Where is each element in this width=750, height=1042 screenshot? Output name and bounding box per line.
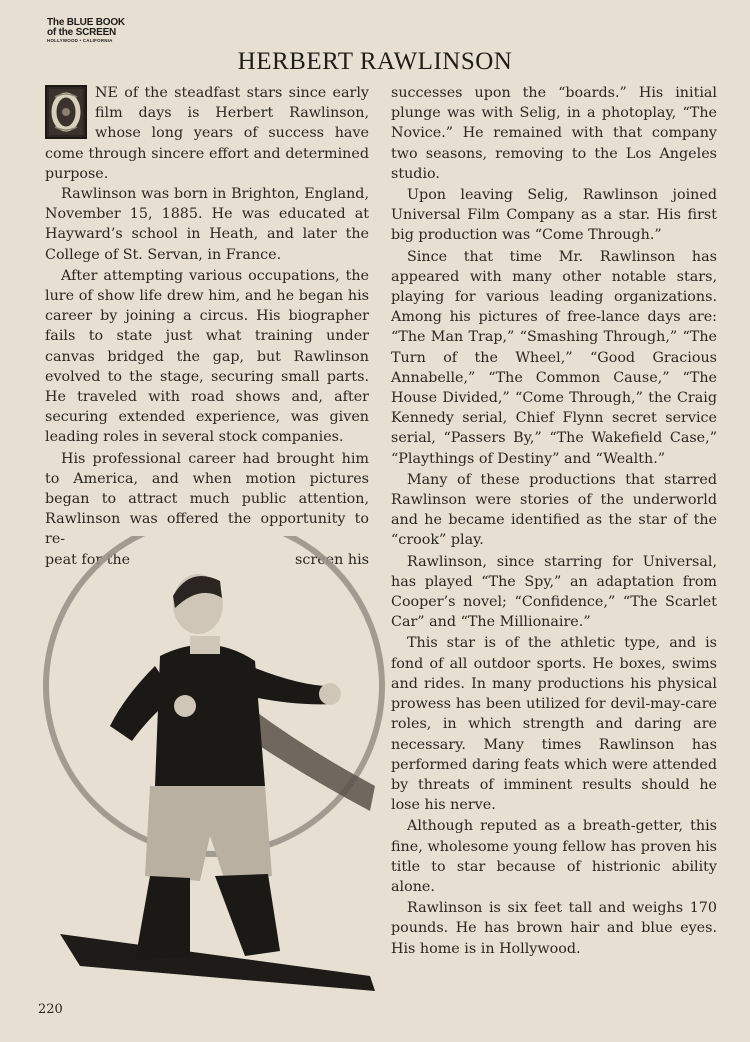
paragraph-3: After attempting various occupations, the lure of show life drew him, and he began his career by joining a circus. His biographer fails to state just what training under canvas bridged the gap, but Rawlinson evolved to the stage, securing small parts. He traveled with road shows and, after securing extended experience, was given leading roles in several stock companies. (45, 267, 369, 446)
dropcap-ornament-icon (45, 85, 87, 139)
article-title: HERBERT RAWLINSON (237, 48, 513, 75)
masthead-logo (47, 18, 127, 44)
paragraph-9: Rawlinson, since starring for Universal, has played “The Spy,” an adaptation from Cooper’s novel; “Confidence,” “The Scarlet Car” and “The Millionaire.” (391, 553, 717, 631)
paragraph-7: Since that time Mr. Rawlinson has appeared with many other notable stars, playing for various leading organizations. Among his pictures of free-lance days are: “The Man Trap,” “Smashing Through,” “The Turn of the Wheel,” “Good Gracious Annabelle,” “The Common Cause,” “The House Divided,” “Come Through,” the Craig Kennedy serial, Chief Flynn secret service serial, “Passers By,” “The Wakefield Case,” “Playthings of Destiny” and “Wealth.” (391, 248, 717, 467)
paragraph-4: His professional career had brought him to America, and when motion pictures began to attract much public attention, Rawlinson was offered the opportunity to re- (45, 450, 369, 548)
paragraph-10: This star is of the athletic type, and is fond of all outdoor sports. He boxes, swims and rides. In many productions his physical prowess has been utilized for devil-may-care roles, in which strength and daring are necessary. Many times Rawlinson has performed daring feats which were attended by threats of imminent results should he lose his nerve. (391, 635, 717, 814)
masthead-line-1: The BLUE BOOK (47, 17, 125, 28)
boxer-photo (40, 536, 385, 996)
paragraph-8: Many of these productions that starred Rawlinson were stories of the underworld and he became identified as the star of the “crook” play. (391, 471, 717, 549)
right-column (391, 83, 717, 959)
wrapped-line-right: screen his (295, 551, 369, 568)
paragraph-11: Although reputed as a breath-getter, this fine, wholesome young fellow has proven his title to star because of histrionic ability alone. (391, 818, 717, 895)
masthead-line-2: of the SCREEN (47, 27, 117, 38)
page-number: 220 (38, 1002, 63, 1017)
masthead-line-3: HOLLYWOOD • CALIFORNIA (47, 38, 113, 43)
paragraph-6: Upon leaving Selig, Rawlinson joined Universal Film Company as a star. His first big production was “Come Through.” (391, 187, 717, 244)
paragraph-12: Rawlinson is six feet tall and weighs 170 pounds. He has brown hair and blue eyes. His home is in Hollywood. (391, 900, 717, 957)
wrapped-line-left: peat for the (45, 551, 131, 568)
left-column (45, 83, 369, 570)
paragraph-5: successes upon the “boards.” His initial plunge was with Selig, in a photoplay, “The Novice.” He remained with that company two seasons, removing to the Los Angeles studio. (391, 85, 717, 182)
paragraph-2: Rawlinson was born in Brighton, England, November 15, 1885. He was educated at Hayward’s school in Heath, and later the College of St. Servan, in France. (45, 186, 369, 263)
opening-paragraph-wrap (45, 83, 369, 184)
paragraph-1: NE of the steadfast stars since early film days is Herbert Rawlinson, whose long years of success have come through sincere effort and determined purpose. (45, 85, 369, 182)
